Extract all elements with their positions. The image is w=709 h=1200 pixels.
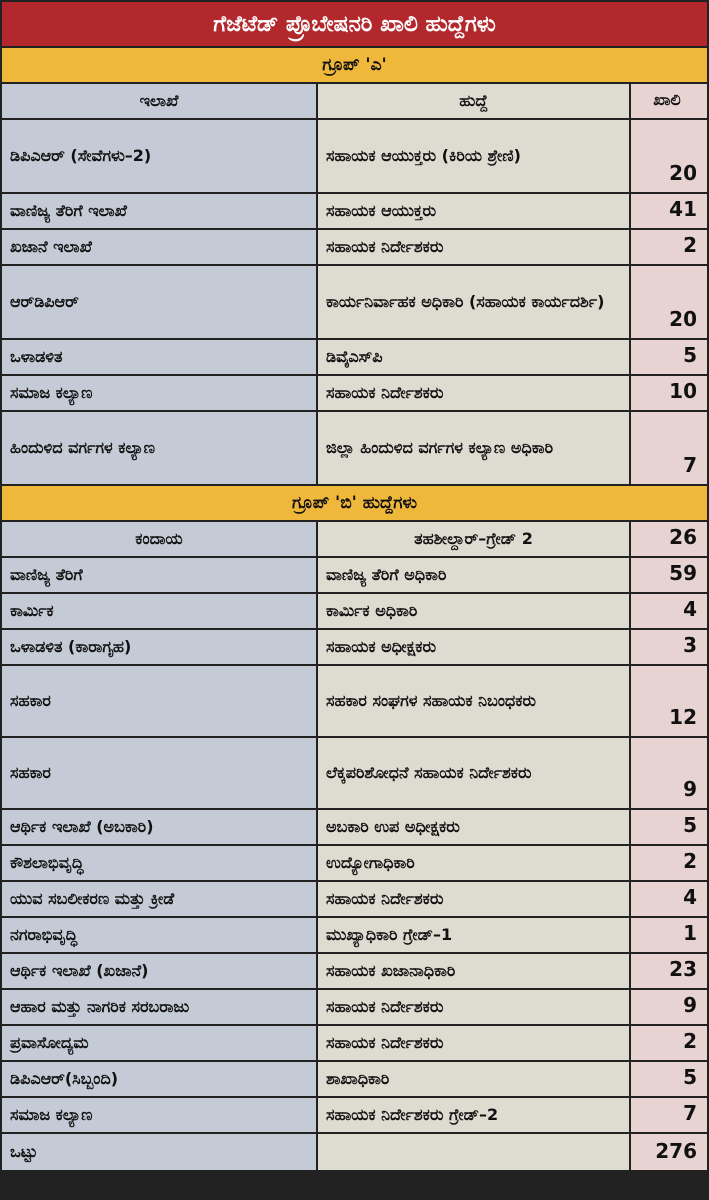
- dept-cell: ಸಮಾಜ ಕಲ್ಯಾಣ: [2, 1098, 318, 1132]
- post-cell: ಸಹಾಯಕ ನಿರ್ದೇಶಕರು: [318, 230, 631, 264]
- post-cell: ಕಾರ್ಯನಿರ್ವಾಹಕ ಅಧಿಕಾರಿ (ಸಹಾಯಕ ಕಾರ್ಯದರ್ಶಿ): [318, 266, 631, 338]
- table-row: [2, 630, 707, 666]
- table-row: [2, 738, 707, 810]
- post-cell: ತಹಶೀಲ್ದಾರ್–ಗ್ರೇಡ್ 2: [318, 522, 631, 556]
- dept-cell: ಕಂದಾಯ: [2, 522, 318, 556]
- total-value: 276: [631, 1134, 707, 1170]
- dept-cell: ಒಳಾಡಳಿತ: [2, 340, 318, 374]
- dept-cell: ವಾಣಿಜ್ಯ ತೆರಿಗೆ: [2, 558, 318, 592]
- dept-cell: ಸಮಾಜ ಕಲ್ಯಾಣ: [2, 376, 318, 410]
- dept-cell: ಒಳಾಡಳಿತ (ಕಾರಾಗೃಹ): [2, 630, 318, 664]
- dept-cell: ಆರ್‌ಡಿಪಿಆರ್: [2, 266, 318, 338]
- table-row: [2, 594, 707, 630]
- vacancy-cell: 20: [631, 266, 707, 338]
- dept-cell: ನಗರಾಭಿವೃದ್ಧಿ: [2, 918, 318, 952]
- dept-cell: ಸಹಕಾರ: [2, 666, 318, 736]
- vacancy-cell: 7: [631, 1098, 707, 1132]
- post-cell: ಸಹಾಯಕ ಖಜಾನಾಧಿಕಾರಿ: [318, 954, 631, 988]
- table-row: [2, 558, 707, 594]
- table-row: [2, 412, 707, 486]
- vacancy-cell: 26: [631, 522, 707, 556]
- table-title: ಗೆಜೆಟೆಡ್ ಪ್ರೊಬೇಷನರಿ ಖಾಲಿ ಹುದ್ದೆಗಳು: [2, 2, 707, 48]
- header-post: ಹುದ್ದೆ: [318, 84, 631, 118]
- vacancy-cell: 2: [631, 230, 707, 264]
- vacancy-cell: 5: [631, 1062, 707, 1096]
- total-row: [2, 1134, 707, 1170]
- post-cell: ಸಹಾಯಕ ನಿರ್ದೇಶಕರು: [318, 376, 631, 410]
- table-row: [2, 1098, 707, 1134]
- dept-cell: ಹಿಂದುಳಿದ ವರ್ಗಗಳ ಕಲ್ಯಾಣ: [2, 412, 318, 484]
- table-row: [2, 1062, 707, 1098]
- vacancy-cell: 2: [631, 846, 707, 880]
- post-cell: ಸಹಾಯಕ ನಿರ್ದೇಶಕರು: [318, 882, 631, 916]
- table-row: [2, 810, 707, 846]
- table-row: [2, 666, 707, 738]
- table-row: [2, 918, 707, 954]
- dept-cell: ಖಜಾನೆ ಇಲಾಖೆ: [2, 230, 318, 264]
- vacancy-cell: 59: [631, 558, 707, 592]
- vacancy-cell: 4: [631, 594, 707, 628]
- table-row: [2, 1026, 707, 1062]
- table-row: [2, 230, 707, 266]
- table-row: [2, 120, 707, 194]
- table-row: [2, 340, 707, 376]
- post-cell: ಸಹಾಯಕ ಆಯುಕ್ತರು: [318, 194, 631, 228]
- vacancy-cell: 10: [631, 376, 707, 410]
- header-vacancy: ಖಾಲಿ: [631, 84, 707, 118]
- post-cell: ಲೆಕ್ಕಪರಿಶೋಧನೆ ಸಹಾಯಕ ನಿರ್ದೇಶಕರು: [318, 738, 631, 808]
- table-row: [2, 990, 707, 1026]
- dept-cell: ಕೌಶಲಾಭಿವೃದ್ಧಿ: [2, 846, 318, 880]
- post-cell: ಅಬಕಾರಿ ಉಪ ಅಧೀಕ್ಷಕರು: [318, 810, 631, 844]
- post-cell: ಸಹಕಾರ ಸಂಘಗಳ ಸಹಾಯಕ ನಿಬಂಧಕರು: [318, 666, 631, 736]
- vacancy-cell: 41: [631, 194, 707, 228]
- vacancy-cell: 7: [631, 412, 707, 484]
- dept-cell: ವಾಣಿಜ್ಯ ತೆರಿಗೆ ಇಲಾಖೆ: [2, 194, 318, 228]
- vacancy-cell: 12: [631, 666, 707, 736]
- dept-cell: ಆರ್ಥಿಕ ಇಲಾಖೆ (ಅಬಕಾರಿ): [2, 810, 318, 844]
- dept-cell: ಡಿಪಿಎಆರ್ (ಸೇವೆಗಳು–2): [2, 120, 318, 192]
- vacancy-cell: 9: [631, 990, 707, 1024]
- vacancy-cell: 20: [631, 120, 707, 192]
- dept-cell: ಆರ್ಥಿಕ ಇಲಾಖೆ (ಖಜಾನೆ): [2, 954, 318, 988]
- vacancy-cell: 4: [631, 882, 707, 916]
- dept-cell: ಡಿಪಿಎಆರ್(ಸಿಬ್ಬಂದಿ): [2, 1062, 318, 1096]
- vacancy-cell: 5: [631, 340, 707, 374]
- vacancy-cell: 2: [631, 1026, 707, 1060]
- post-cell: ಮುಖ್ಯಾಧಿಕಾರಿ ಗ್ರೇಡ್–1: [318, 918, 631, 952]
- post-cell: ಸಹಾಯಕ ಅಧೀಕ್ಷಕರು: [318, 630, 631, 664]
- total-spacer: [318, 1134, 631, 1170]
- post-cell: ಜಿಲ್ಲಾ ಹಿಂದುಳಿದ ವರ್ಗಗಳ ಕಲ್ಯಾಣ ಅಧಿಕಾರಿ: [318, 412, 631, 484]
- dept-cell: ಯುವ ಸಬಲೀಕರಣ ಮತ್ತು ಕ್ರೀಡೆ: [2, 882, 318, 916]
- post-cell: ಸಹಾಯಕ ಆಯುಕ್ತರು (ಕಿರಿಯ ಶ್ರೇಣಿ): [318, 120, 631, 192]
- table-row: [2, 376, 707, 412]
- table-row: [2, 194, 707, 230]
- group-b-heading: ಗ್ರೂಪ್ 'ಬಿ' ಹುದ್ದೆಗಳು: [2, 486, 707, 522]
- table-row: [2, 954, 707, 990]
- post-cell: ಕಾರ್ಮಿಕ ಅಧಿಕಾರಿ: [318, 594, 631, 628]
- group-a-heading: ಗ್ರೂಪ್ 'ಎ': [2, 48, 707, 84]
- vacancy-cell: 9: [631, 738, 707, 808]
- vacancy-cell: 5: [631, 810, 707, 844]
- post-cell: ವಾಣಿಜ್ಯ ತೆರಿಗೆ ಅಧಿಕಾರಿ: [318, 558, 631, 592]
- header-dept: ಇಲಾಖೆ: [2, 84, 318, 118]
- post-cell: ಉದ್ಯೋಗಾಧಿಕಾರಿ: [318, 846, 631, 880]
- vacancy-cell: 1: [631, 918, 707, 952]
- dept-cell: ಆಹಾರ ಮತ್ತು ನಾಗರಿಕ ಸರಬರಾಜು: [2, 990, 318, 1024]
- header-row: [2, 84, 707, 120]
- post-cell: ಡಿವೈಎಸ್‌ಪಿ: [318, 340, 631, 374]
- vacancy-cell: 3: [631, 630, 707, 664]
- vacancy-cell: 23: [631, 954, 707, 988]
- table-row: [2, 266, 707, 340]
- post-cell: ಸಹಾಯಕ ನಿರ್ದೇಶಕರು: [318, 1026, 631, 1060]
- dept-cell: ಪ್ರವಾಸೋದ್ಯಮ: [2, 1026, 318, 1060]
- post-cell: ಸಹಾಯಕ ನಿರ್ದೇಶಕರು: [318, 990, 631, 1024]
- dept-cell: ಕಾರ್ಮಿಕ: [2, 594, 318, 628]
- table-row: [2, 522, 707, 558]
- table-row: [2, 882, 707, 918]
- post-cell: ಸಹಾಯಕ ನಿರ್ದೇಶಕರು ಗ್ರೇಡ್–2: [318, 1098, 631, 1132]
- total-label: ಒಟ್ಟು: [2, 1134, 318, 1170]
- post-cell: ಶಾಖಾಧಿಕಾರಿ: [318, 1062, 631, 1096]
- table-row: [2, 846, 707, 882]
- dept-cell: ಸಹಕಾರ: [2, 738, 318, 808]
